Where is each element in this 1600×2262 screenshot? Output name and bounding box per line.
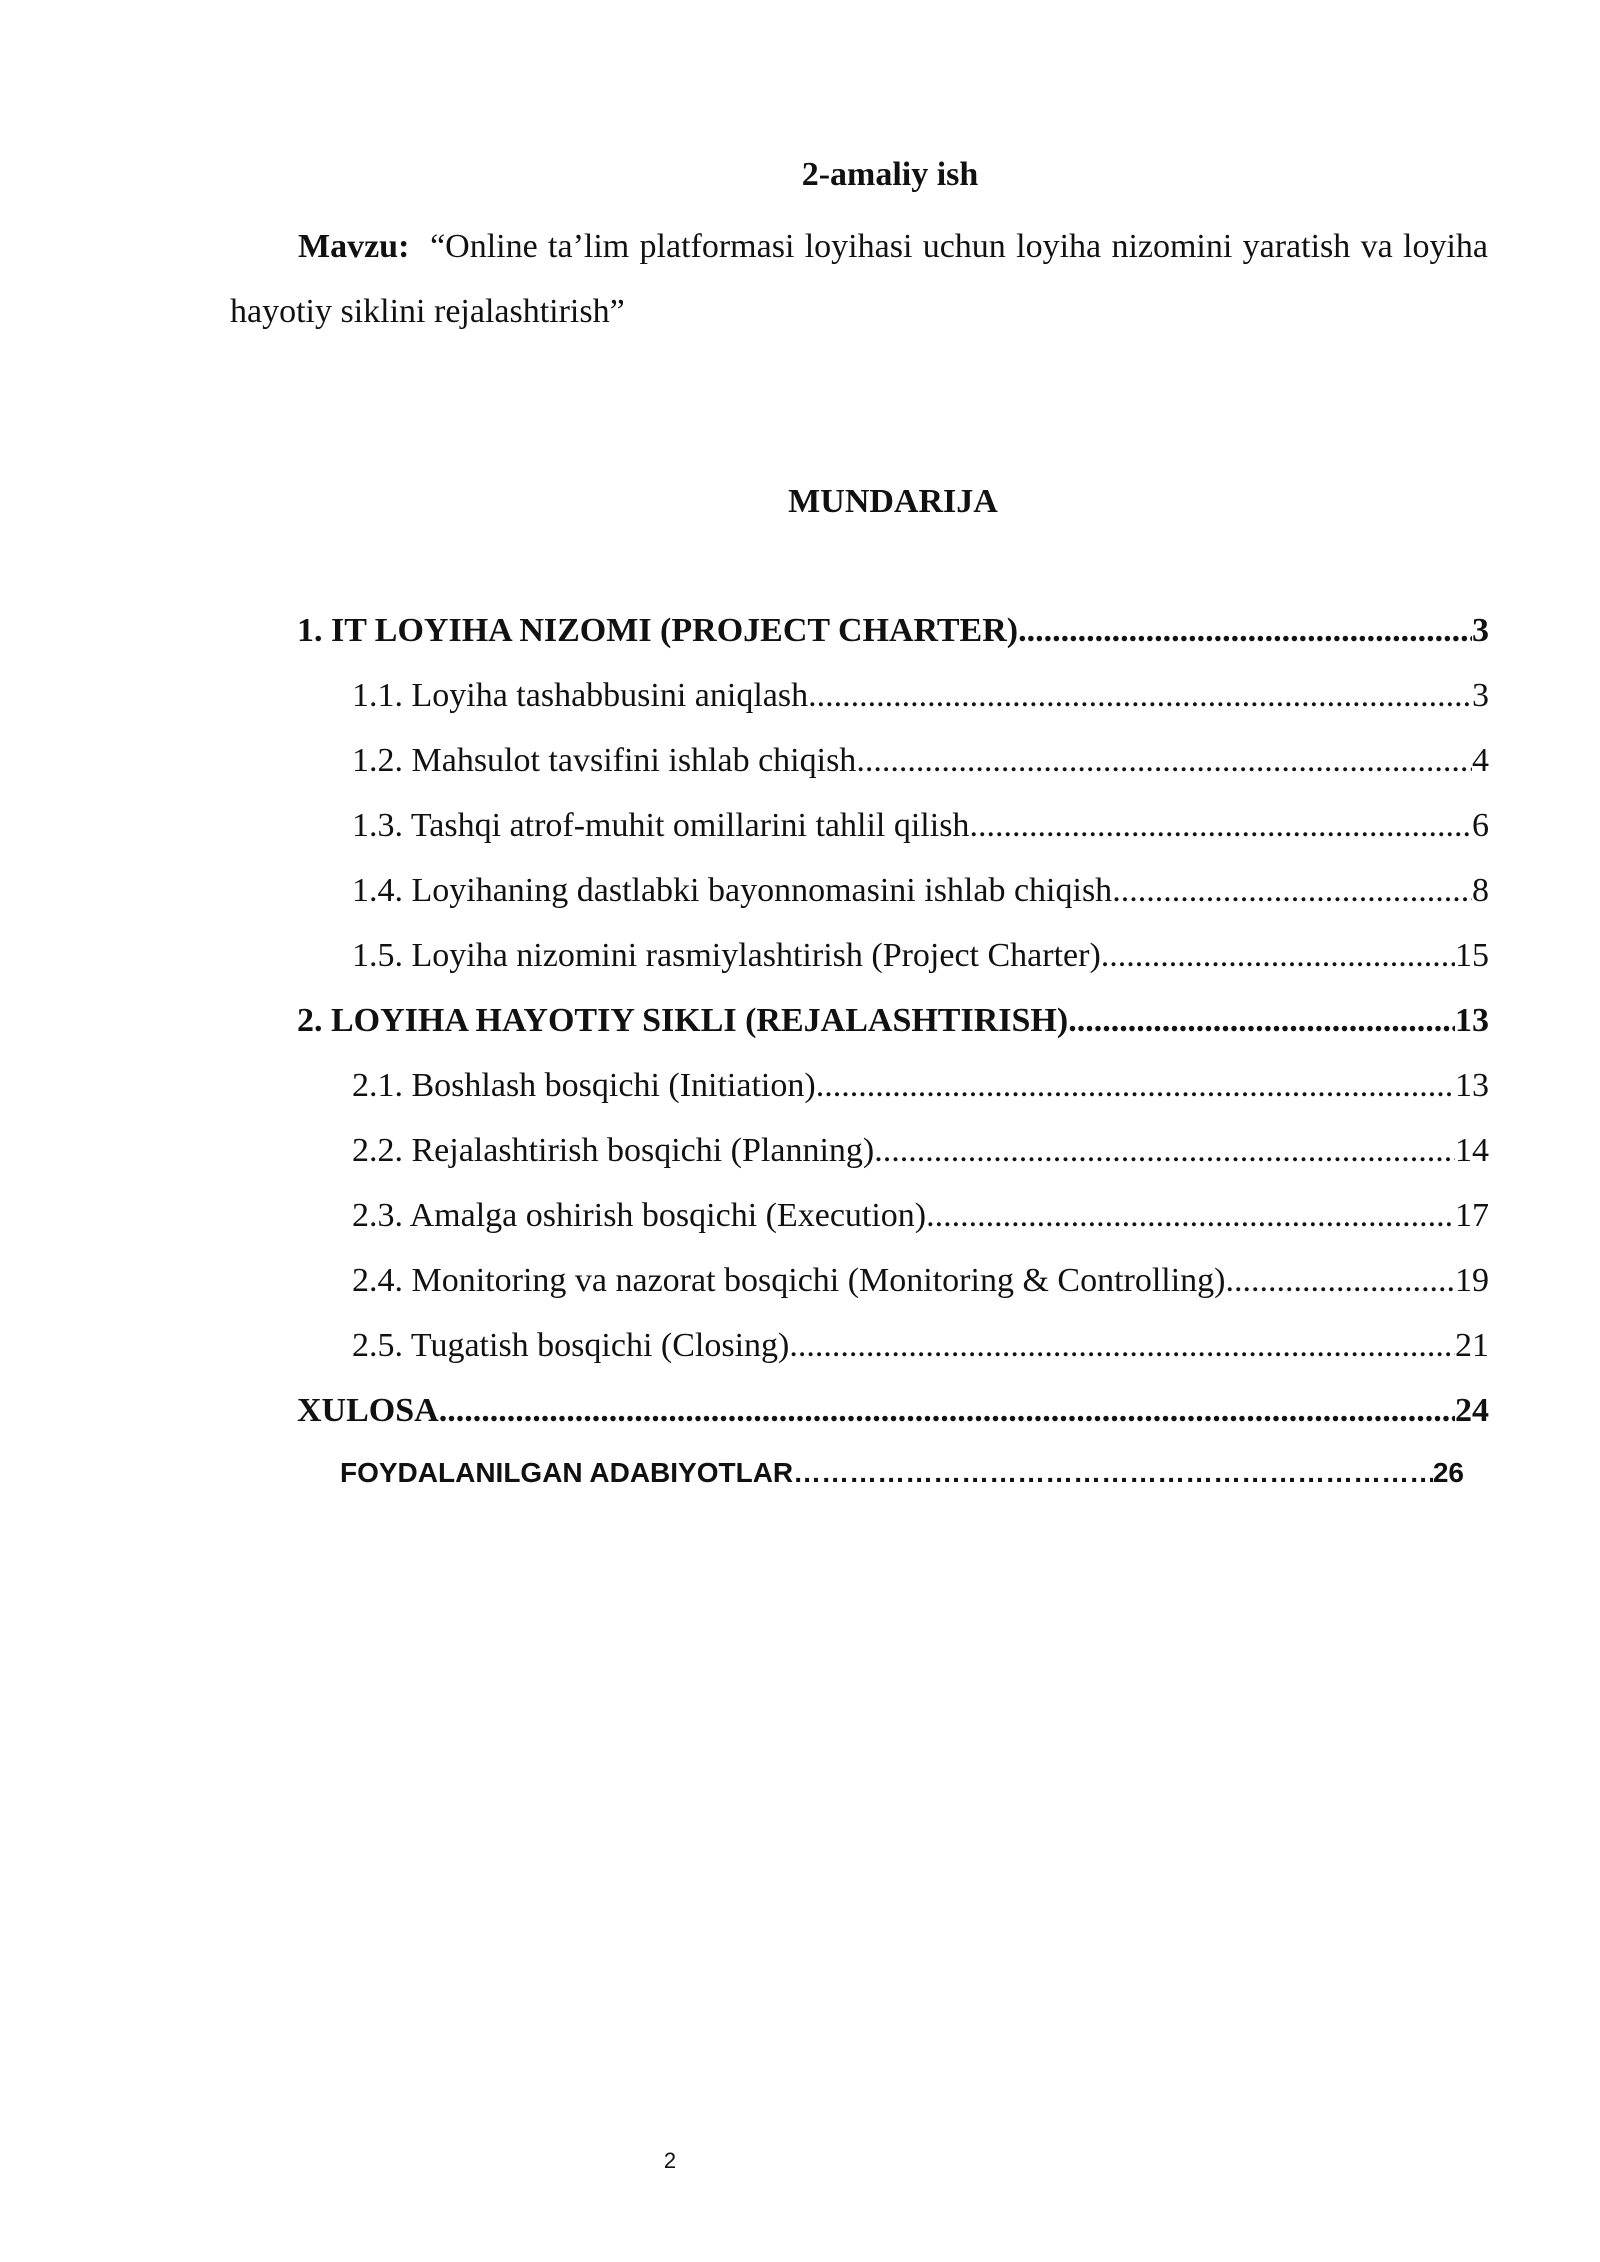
toc-entry-page: 19 (1455, 1262, 1489, 1299)
toc-entry-label: 1.3. Tashqi atrof-muhit omillarini tahlil qilish (352, 807, 970, 844)
toc-dot-leader (816, 1061, 1455, 1111)
toc-entry-label: 2.1. Boshlash bosqichi (Initiation) (352, 1067, 816, 1104)
toc-entry (352, 1061, 1489, 1111)
toc-entry-label: 1.4. Loyihaning dastlabki bayonnomasini ishlab chiqish (352, 872, 1113, 909)
topic-paragraph (230, 214, 1488, 344)
toc-entry (297, 1386, 1489, 1436)
toc-entry (352, 671, 1489, 721)
toc-entry (352, 931, 1489, 981)
toc-entry-page: 21 (1455, 1327, 1489, 1364)
toc-dot-leader (856, 736, 1472, 786)
toc-dot-leader (874, 1126, 1455, 1176)
toc-heading: MUNDARIJA (788, 483, 998, 520)
toc-entry (352, 1191, 1489, 1241)
toc-entry-page: 26 (1432, 1457, 1464, 1488)
toc-entry-page: 14 (1455, 1132, 1489, 1169)
toc-entry-page: 4 (1472, 742, 1489, 779)
topic-text: “Online ta’lim platformasi loyihasi uchun loyiha nizomini yaratish va loyiha hayotiy siklini rejalashtirish” (230, 228, 1489, 330)
toc-dot-leader (1068, 996, 1455, 1046)
toc-entry-page: 13 (1455, 1067, 1489, 1104)
toc-entry-page: 3 (1472, 677, 1489, 714)
toc-entry-label: 2.3. Amalga oshirish bosqichi (Execution) (352, 1197, 927, 1234)
toc-dot-leader (439, 1386, 1455, 1436)
document-title: 2-amaliy ish (801, 156, 979, 193)
toc-entry-label: 2.4. Monitoring va nazorat bosqichi (Monitoring & Controlling) (352, 1262, 1226, 1299)
toc-entry (352, 1256, 1489, 1306)
page-number: 2 (663, 2148, 677, 2173)
toc-entry-page: 8 (1472, 872, 1489, 909)
toc-entry-page: 3 (1472, 612, 1489, 649)
toc-entry (340, 1448, 1464, 1498)
toc-entry-page: 17 (1455, 1197, 1489, 1234)
toc-dot-leader (789, 1321, 1455, 1371)
toc-entry-label: 2.2. Rejalashtirish bosqichi (Planning) (352, 1132, 875, 1169)
toc-dot-leader (793, 1448, 1433, 1498)
toc-entry (352, 1126, 1489, 1176)
toc-entry-label: 1.5. Loyiha nizomini rasmiylashtirish (Project Charter) (352, 937, 1101, 974)
toc-entry-label: 1.1. Loyiha tashabbusini aniqlash (352, 677, 809, 714)
toc-entry (352, 866, 1489, 916)
toc-entry-label: 1. IT LOYIHA NIZOMI (PROJECT CHARTER) (297, 612, 1019, 649)
toc-dot-leader (969, 801, 1472, 851)
toc-entry-label: 1.2. Mahsulot tavsifini ishlab chiqish (352, 742, 857, 779)
toc-entry-label: FOYDALANILGAN ADABIYOTLAR (340, 1457, 794, 1488)
toc-entry-label: 2.5. Tugatish bosqichi (Closing) (352, 1327, 790, 1364)
toc-entry-page: 6 (1472, 807, 1489, 844)
toc-dot-leader (1018, 606, 1472, 656)
toc-dot-leader (1101, 931, 1455, 981)
toc-entry (352, 801, 1489, 851)
toc-entry-label: 2. LOYIHA HAYOTIY SIKLI (REJALASHTIRISH) (297, 1002, 1069, 1039)
toc-dot-leader (1112, 866, 1472, 916)
toc-entry (297, 606, 1489, 656)
toc-entry-page: 15 (1455, 937, 1489, 974)
toc-entry-page: 13 (1455, 1002, 1489, 1039)
toc-entry (352, 736, 1489, 786)
toc-entry-page: 24 (1455, 1392, 1489, 1429)
toc-dot-leader (808, 671, 1472, 721)
toc-dot-leader (1226, 1256, 1455, 1306)
toc-dot-leader (926, 1191, 1455, 1241)
toc-entry-label: XULOSA (297, 1392, 439, 1429)
topic-label: Mavzu: (298, 228, 410, 265)
toc-entry (352, 1321, 1489, 1371)
toc-entry (297, 996, 1489, 1046)
